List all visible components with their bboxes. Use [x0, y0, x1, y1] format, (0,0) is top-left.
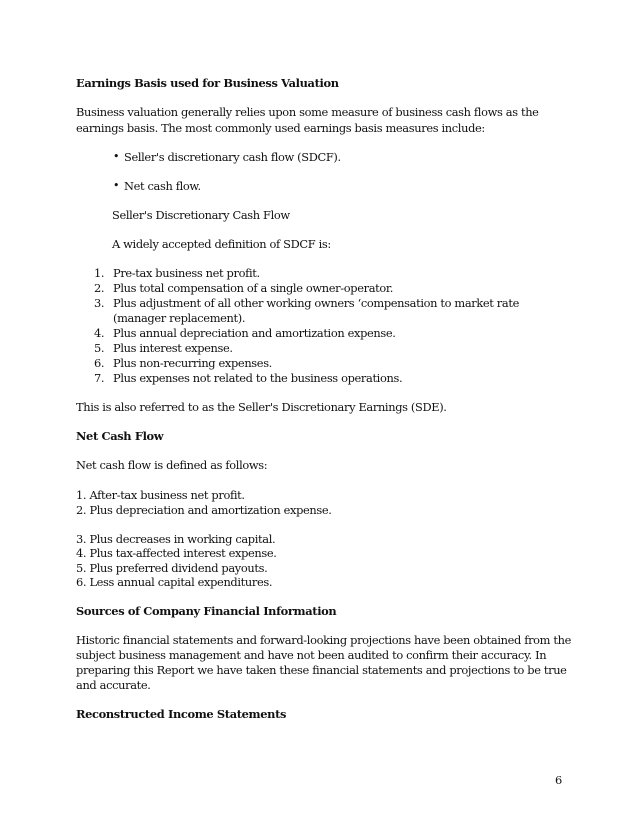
sources-paragraph-line: subject business management and have not been audited to confirm their accuracy. In [76, 648, 547, 662]
list-number: 1. [94, 266, 105, 280]
bullet-item-sdcf: Seller's discretionary cash flow (SDCF). [124, 150, 341, 164]
list-number: 7. [94, 371, 105, 385]
earnings-paragraph-line-2: earnings basis. The most commonly used earnings basis measures include: [76, 121, 485, 135]
list-item: Plus adjustment of all other working owners ‘compensation to market rate [113, 296, 519, 310]
sdcf-intro: A widely accepted definition of SDCF is: [112, 237, 331, 251]
earnings-paragraph-line-1: Business valuation generally relies upon some measure of business cash flows as the [76, 105, 539, 119]
list-number: 5. [94, 341, 105, 355]
bullet-icon: • [113, 179, 120, 192]
net-cash-flow-heading: Net Cash Flow [76, 429, 164, 443]
sources-heading: Sources of Company Financial Information [76, 604, 337, 618]
list-item: 1. After-tax business net profit. [76, 488, 245, 502]
list-item: 5. Plus preferred dividend payouts. [76, 561, 268, 575]
list-item: 2. Plus depreciation and amortization expense. [76, 503, 332, 517]
list-item-continuation: (manager replacement). [113, 311, 246, 325]
list-item: Plus non-recurring expenses. [113, 356, 272, 370]
sources-paragraph-line: preparing this Report we have taken these financial statements and projections to be true [76, 663, 567, 677]
sde-note: This is also referred to as the Seller's Discretionary Earnings (SDE). [76, 400, 447, 414]
bullet-icon: • [113, 150, 120, 163]
list-number: 2. [94, 281, 105, 295]
list-item: 4. Plus tax-affected interest expense. [76, 546, 277, 560]
list-number: 4. [94, 326, 105, 340]
sources-paragraph-line: and accurate. [76, 678, 151, 692]
sdcf-subheading: Seller's Discretionary Cash Flow [112, 208, 290, 222]
list-item: Pre-tax business net profit. [113, 266, 260, 280]
sources-paragraph-line: Historic financial statements and forward-looking projections have been obtained from the [76, 633, 572, 647]
list-number: 3. [94, 296, 105, 310]
reconstructed-heading: Reconstructed Income Statements [76, 707, 287, 721]
list-number: 6. [94, 356, 105, 370]
bullet-item-net-cash-flow: Net cash flow. [124, 179, 201, 193]
list-item: Plus annual depreciation and amortization expense. [113, 326, 396, 340]
list-item: 6. Less annual capital expenditures. [76, 575, 273, 589]
list-item: Plus total compensation of a single owner-operator. [113, 281, 393, 295]
list-item: 3. Plus decreases in working capital. [76, 532, 276, 546]
page-number: 6 [555, 773, 562, 787]
list-item: Plus interest expense. [113, 341, 233, 355]
earnings-basis-heading: Earnings Basis used for Business Valuation [76, 76, 339, 90]
list-item: Plus expenses not related to the business operations. [113, 371, 403, 385]
net-cash-flow-intro: Net cash flow is defined as follows: [76, 458, 268, 472]
